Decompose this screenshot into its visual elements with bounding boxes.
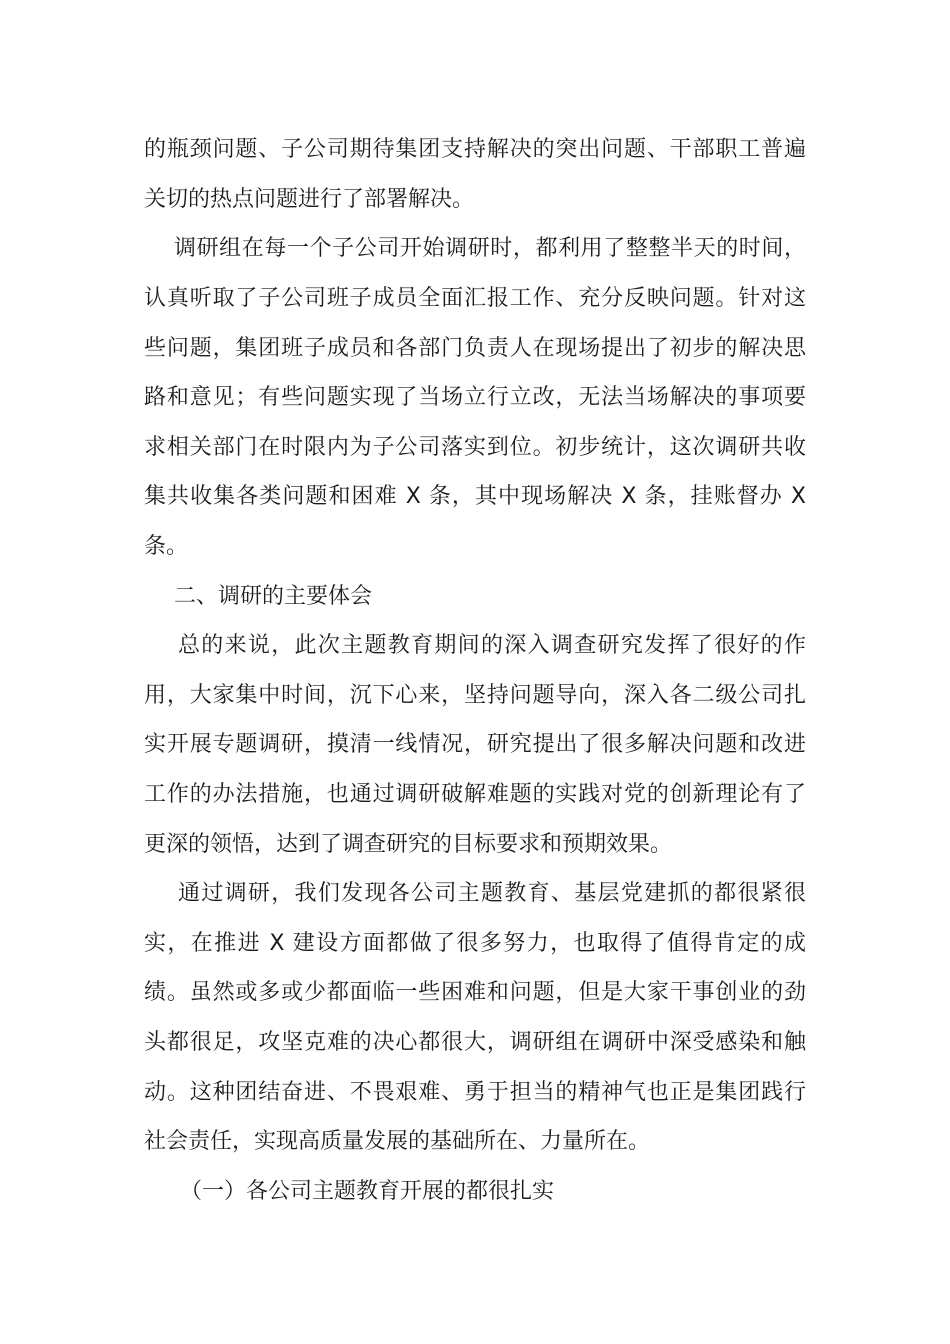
text-line: 求相关部门在时限内为子公司落实到位。初步统计，这次调研共收 [144, 435, 806, 460]
text-line: 动。这种团结奋进、不畏艰难、勇于担当的精神气也正是集团践行 [144, 1080, 806, 1105]
text-line: 总的来说，此次主题教育期间的深入调查研究发挥了很好的作 [178, 633, 806, 658]
text-line: 实开展专题调研，摸清一线情况，研究提出了很多解决问题和改进 [144, 732, 806, 757]
text-line: 实，在推进 X 建设方面都做了很多努力，也取得了值得肯定的成 [144, 931, 806, 956]
text-line: 些问题，集团班子成员和各部门负责人在现场提出了初步的解决思 [144, 336, 806, 361]
text-line: 头都很足，攻坚克难的决心都很大，调研组在调研中深受感染和触 [144, 1030, 806, 1055]
text-line: 更深的领悟，达到了调查研究的目标要求和预期效果。 [144, 832, 673, 857]
text-line: 条。 [144, 534, 189, 559]
text-line: 社会责任，实现高质量发展的基础所在、力量所在。 [144, 1129, 651, 1154]
text-line: 绩。虽然或多或少都面临一些困难和问题，但是大家干事创业的劲 [144, 980, 806, 1005]
text-line: 关切的热点问题进行了部署解决。 [144, 187, 475, 212]
text-line: 用，大家集中时间，沉下心来，坚持问题导向，深入各二级公司扎 [144, 683, 806, 708]
subsection-heading: （一）各公司主题教育开展的都很扎实 [180, 1179, 555, 1204]
text-line: 工作的办法措施，也通过调研破解难题的实践对党的创新理论有了 [144, 782, 806, 807]
text-line: 认真听取了子公司班子成员全面汇报工作、充分反映问题。针对这 [144, 286, 806, 311]
text-line: 路和意见；有些问题实现了当场立行立改，无法当场解决的事项要 [144, 385, 806, 410]
text-line: 调研组在每一个子公司开始调研时，都利用了整整半天的时间， [174, 236, 806, 261]
text-line: 的瓶颈问题、子公司期待集团支持解决的突出问题、干部职工普遍 [144, 137, 806, 162]
text-line: 集共收集各类问题和困难 X 条，其中现场解决 X 条，挂账督办 X [144, 484, 806, 509]
text-line: 通过调研，我们发现各公司主题教育、基层党建抓的都很紧很 [178, 881, 806, 906]
section-heading: 二、调研的主要体会 [174, 584, 373, 609]
